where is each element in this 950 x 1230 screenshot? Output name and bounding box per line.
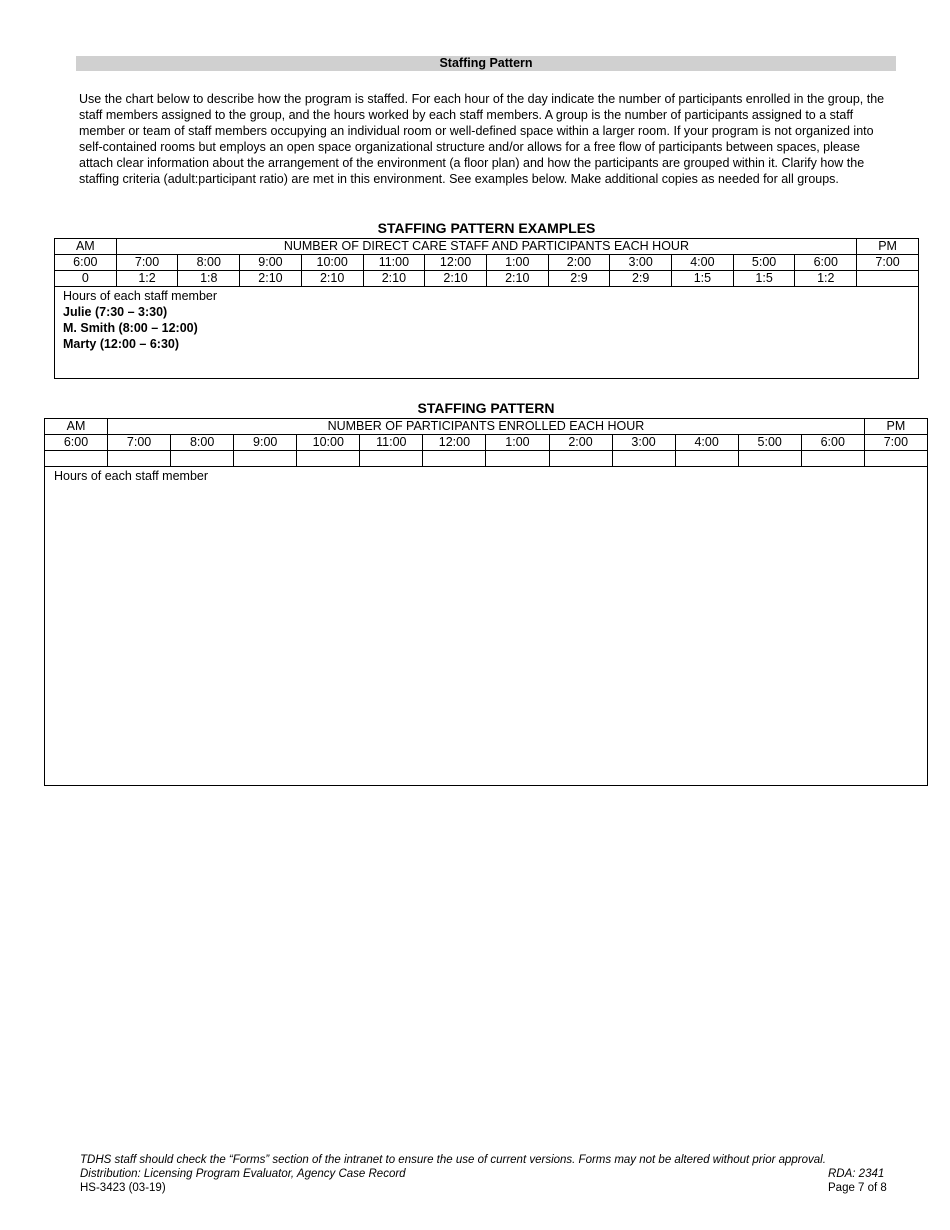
hour-cell: 6:00	[45, 435, 108, 451]
hour-cell: 7:00	[116, 255, 178, 271]
staff-entry: M. Smith (8:00 – 12:00)	[63, 321, 198, 335]
hour-cell: 6:00	[795, 255, 857, 271]
enrollment-input-cell[interactable]	[297, 451, 360, 467]
enrollment-input-cell[interactable]	[549, 451, 612, 467]
staffing-pattern-table	[44, 418, 928, 786]
ratio-row	[55, 271, 919, 287]
hour-cell: 4:00	[672, 255, 734, 271]
pattern-table-title: STAFFING PATTERN	[417, 400, 555, 416]
staffing-examples-table	[54, 238, 919, 379]
footer-page-number: Page 7 of 8	[828, 1182, 887, 1194]
table-header: NUMBER OF DIRECT CARE STAFF AND PARTICIPANTS EACH HOUR	[116, 239, 856, 255]
ratio-cell: 1:2	[116, 271, 178, 287]
staff-entry: Julie (7:30 – 3:30)	[63, 305, 168, 319]
footer-notice: TDHS staff should check the “Forms” section of the intranet to ensure the use of current versions. Forms may not be altered without prior approval.	[80, 1154, 826, 1166]
staff-hours-label: Hours of each staff member	[54, 469, 209, 483]
hour-cell: 9:00	[234, 435, 297, 451]
enrollment-input-cell[interactable]	[486, 451, 549, 467]
hour-cell: 6:00	[55, 255, 117, 271]
hour-cell: 6:00	[801, 435, 864, 451]
ratio-cell: 2:10	[363, 271, 425, 287]
ratio-cell: 1:5	[733, 271, 795, 287]
hour-cell: 4:00	[675, 435, 738, 451]
staff-notes-row	[45, 467, 928, 786]
ratio-cell: 2:9	[548, 271, 610, 287]
form-footer	[80, 1153, 890, 1195]
hour-cell: 1:00	[486, 255, 548, 271]
ratio-cell: 2:10	[240, 271, 302, 287]
section-title: Staffing Pattern	[76, 56, 896, 71]
intro-paragraph: Use the chart below to describe how the program is staffed. For each hour of the day indicate the number of participants enrolled in the group, the staff members assigned to the group, and the hours worked by each staff members. A group is the number of participants assigned to a staff member or team of staff members occupying an individual room or well-defined space within a larger room. If your program is not organized into self-contained rooms but employs an open space organizational structure and/or allows for a free flow of participants between spaces, please attach clear information about the arrangement of the environment (a floor plan) and how the participants are grouped within it. Clarify how the staffing criteria (adult:participant ratio) are met in this environment. See examples below. Make additional copies as needed for all groups.	[79, 92, 885, 186]
staff-hours-label: Hours of each staff member	[63, 289, 218, 303]
enrollment-input-cell[interactable]	[738, 451, 801, 467]
staff-hours-input[interactable]	[45, 467, 928, 786]
enrollment-input-cell[interactable]	[801, 451, 864, 467]
hour-cell: 3:00	[610, 255, 672, 271]
hour-cell: 5:00	[738, 435, 801, 451]
table-header: NUMBER OF PARTICIPANTS ENROLLED EACH HOUR	[108, 419, 865, 435]
hour-cell: 12:00	[425, 255, 487, 271]
hour-cell: 10:00	[301, 255, 363, 271]
hour-cell: 7:00	[857, 255, 919, 271]
hour-cell: 7:00	[864, 435, 927, 451]
ratio-cell: 2:10	[425, 271, 487, 287]
footer-rda: RDA: 2341	[828, 1168, 885, 1180]
footer-form-number: HS-3423 (03-19)	[80, 1182, 166, 1194]
hour-cell: 2:00	[548, 255, 610, 271]
ratio-cell: 2:10	[301, 271, 363, 287]
staff-entry: Marty (12:00 – 6:30)	[63, 337, 180, 351]
pm-label: PM	[864, 419, 927, 435]
enrollment-input-cell[interactable]	[234, 451, 297, 467]
hour-cell: 8:00	[171, 435, 234, 451]
enrollment-input-cell[interactable]	[108, 451, 171, 467]
ratio-cell: 0	[55, 271, 117, 287]
hour-cell: 3:00	[612, 435, 675, 451]
hour-cell: 11:00	[363, 255, 425, 271]
enrollment-input-cell[interactable]	[45, 451, 108, 467]
hour-cell: 2:00	[549, 435, 612, 451]
hour-cell: 12:00	[423, 435, 486, 451]
hour-cell: 1:00	[486, 435, 549, 451]
header-row	[45, 419, 928, 435]
hour-cell: 7:00	[108, 435, 171, 451]
hour-cell: 10:00	[297, 435, 360, 451]
enrollment-input-cell[interactable]	[864, 451, 927, 467]
pm-label: PM	[857, 239, 919, 255]
footer-distribution: Distribution: Licensing Program Evaluator, Agency Case Record	[80, 1168, 406, 1180]
ratio-cell: 2:10	[486, 271, 548, 287]
enrollment-input-cell[interactable]	[423, 451, 486, 467]
enrollment-input-cell[interactable]	[360, 451, 423, 467]
hour-cell: 9:00	[240, 255, 302, 271]
ratio-cell: 1:8	[178, 271, 240, 287]
hour-cell: 5:00	[733, 255, 795, 271]
staff-notes-row	[55, 287, 919, 379]
ratio-cell: 1:5	[672, 271, 734, 287]
hours-row	[55, 255, 919, 271]
enrollment-input-row	[45, 451, 928, 467]
ratio-cell: 1:2	[795, 271, 857, 287]
ratio-cell	[857, 271, 919, 287]
hour-cell: 11:00	[360, 435, 423, 451]
examples-table-title: STAFFING PATTERN EXAMPLES	[377, 220, 596, 236]
hours-row	[45, 435, 928, 451]
hour-cell: 8:00	[178, 255, 240, 271]
am-label: AM	[55, 239, 117, 255]
enrollment-input-cell[interactable]	[612, 451, 675, 467]
ratio-cell: 2:9	[610, 271, 672, 287]
enrollment-input-cell[interactable]	[171, 451, 234, 467]
am-label: AM	[45, 419, 108, 435]
header-row	[55, 239, 919, 255]
staff-hours-cell	[55, 287, 919, 379]
enrollment-input-cell[interactable]	[675, 451, 738, 467]
